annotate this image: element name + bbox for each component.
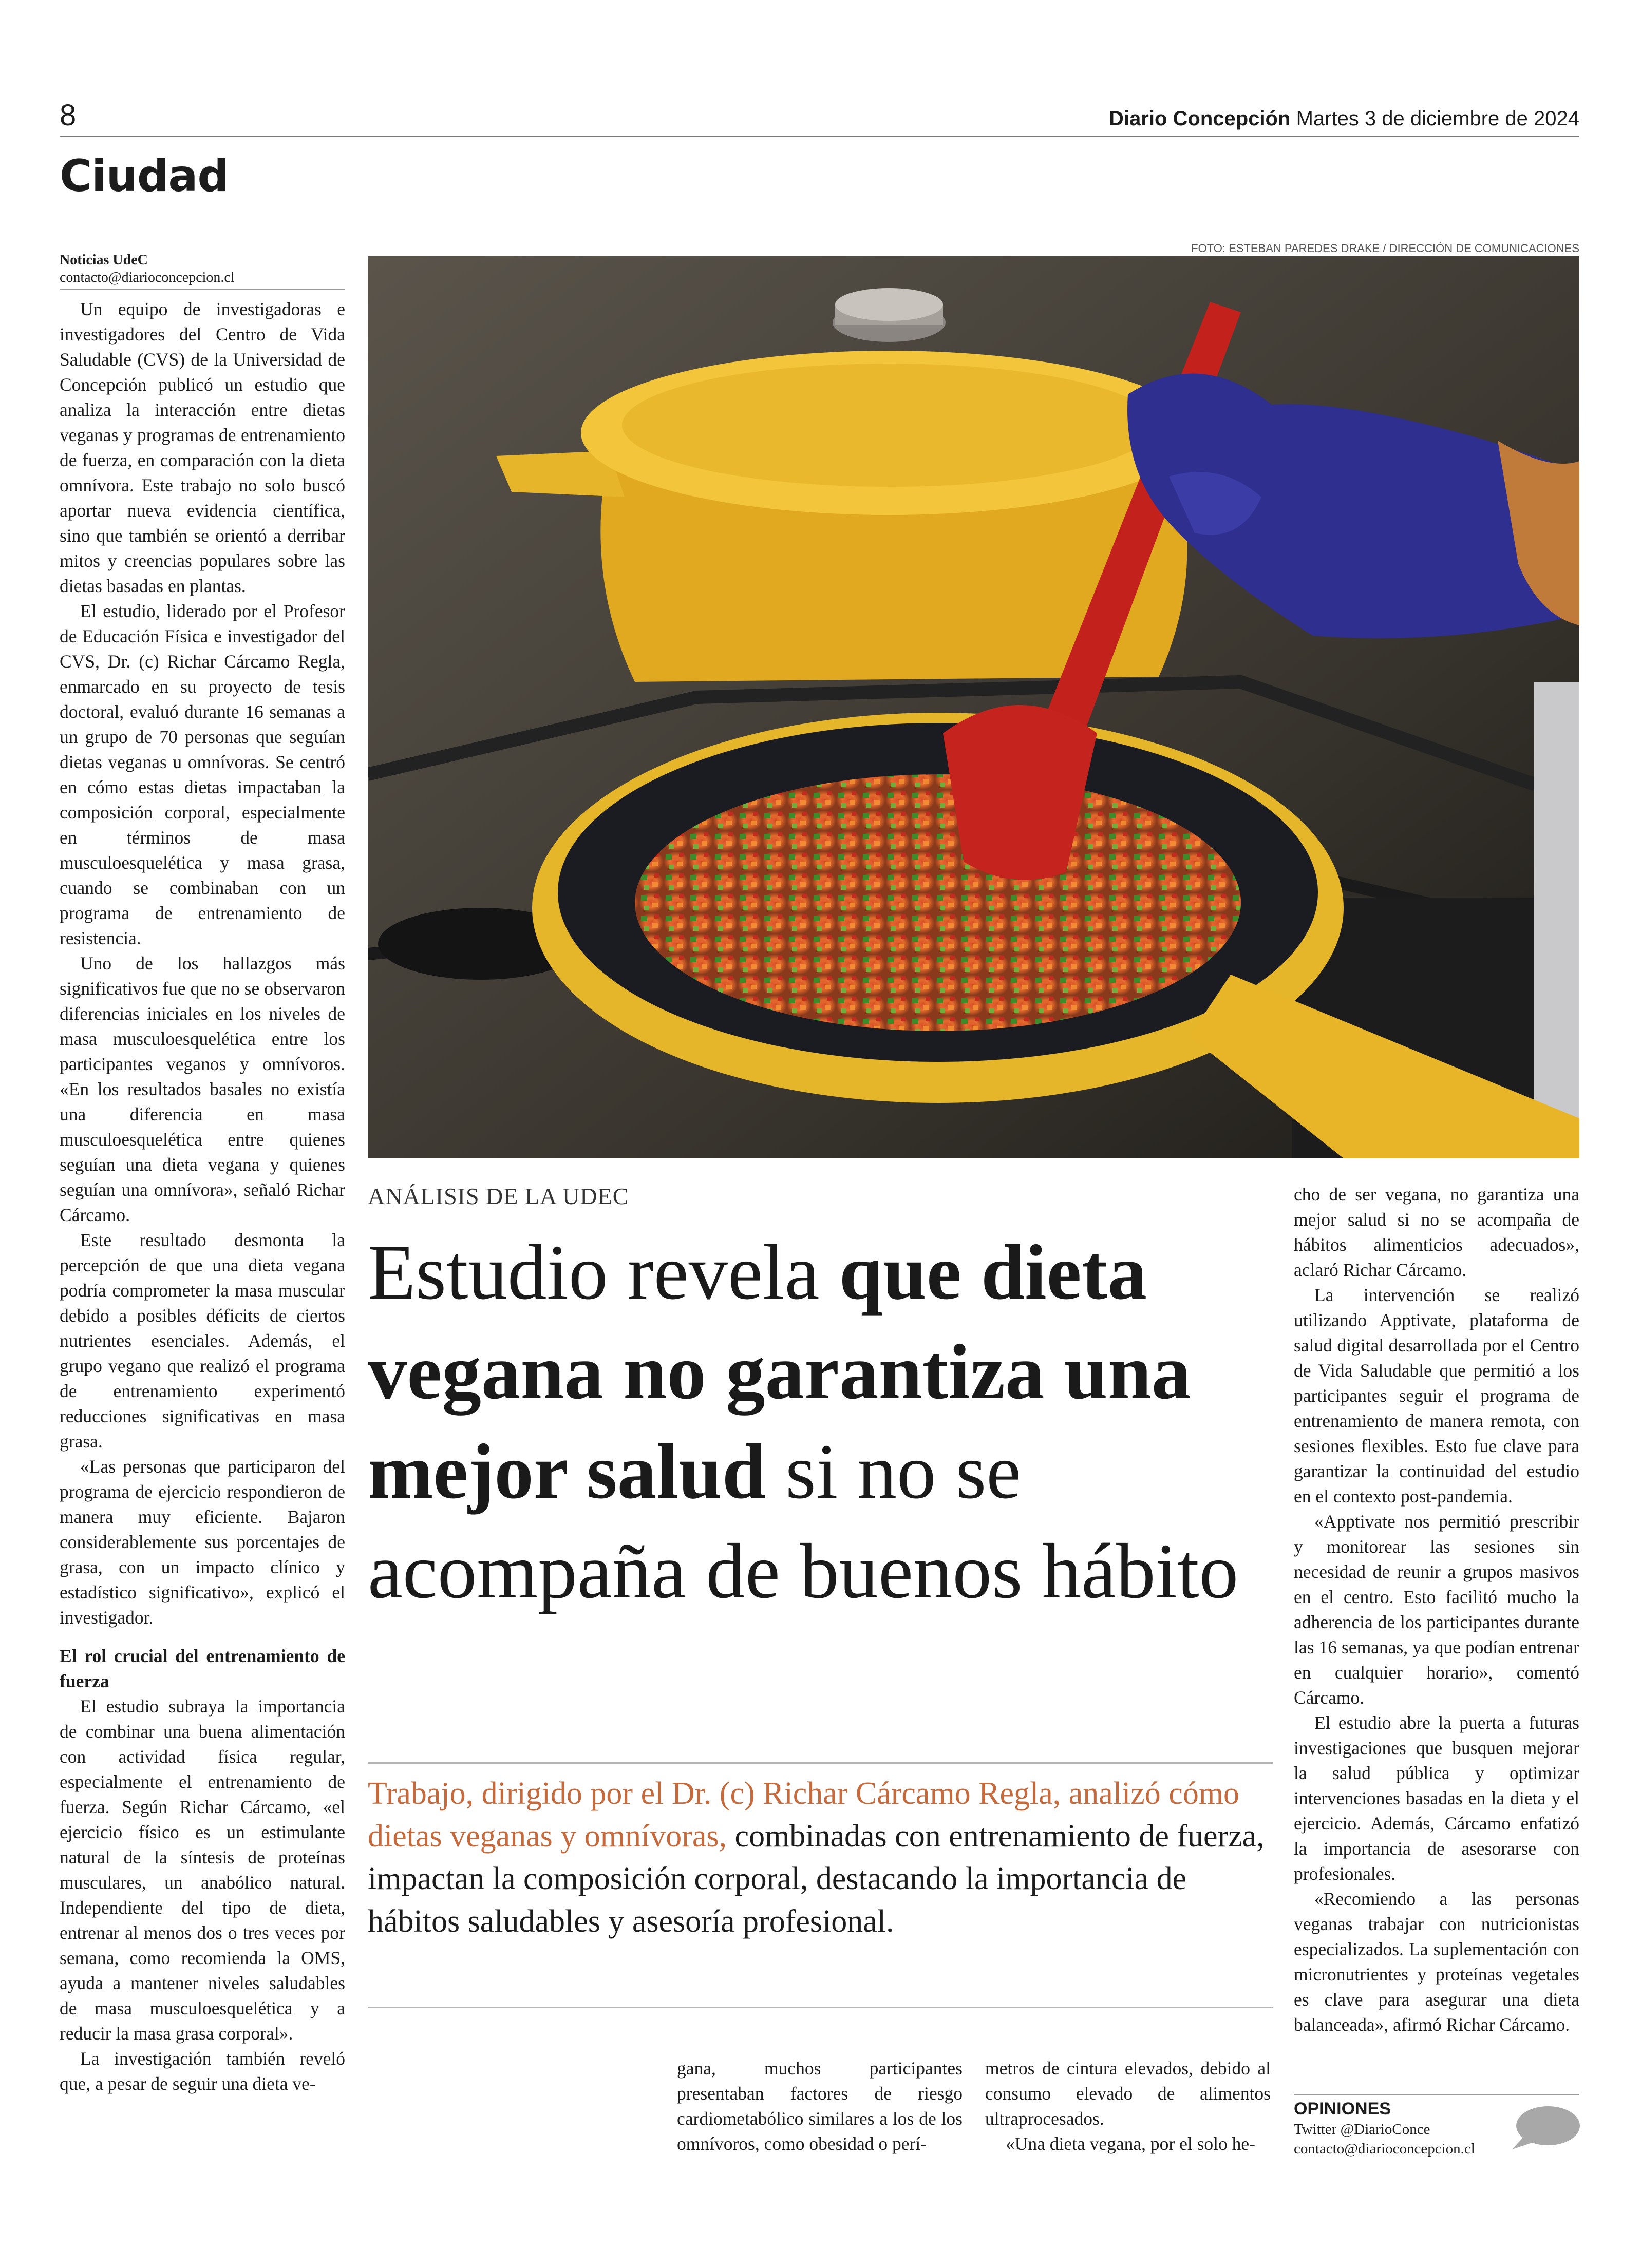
opinions-box [1294,2098,1530,2159]
paragraph: «Las personas que participaron del programa de ejercicio respondieron de manera muy eficiente. Bajaron considerablemente sus porcentajes de grasa, con un impacto clínico y estadístico significativo», explicó el investigador. [60,1456,345,1628]
photo-illustration [368,256,1579,1158]
paragraph: Un equipo de investigadoras e investigadores del Centro de Vida Saludable (CVS) de la Universidad de Concepción publicó un estudio que analiza la interacción entre dietas veganas y programas de entrenamiento de fuerza, en comparación con la dieta omnívora. Este trabajo no solo buscó aportar nueva evidencia científica, sino que también se orientó a derribar mitos y creencias populares sobre las dietas basadas en plantas. [60,299,345,596]
issue-date: Martes 3 de diciembre de 2024 [1296,107,1579,130]
opinions-email[interactable]: contacto@diarioconcepcion.cl [1294,2141,1475,2157]
headline-part-bold: que dieta vegana no garantiza una mejor salud [368,1229,1191,1515]
byline-email: contacto@diarioconcepcion.cl [60,270,235,285]
paragraph: gana, muchos participantes presentaban factores de riesgo cardiometabólico similares a los de los omnívoros, como obesidad o perí- [677,2058,963,2154]
paragraph: metros de cintura elevados, debido al consumo elevado de alimentos ultraprocesados. [985,2058,1271,2129]
headline-part-light: Estudio revela [368,1229,839,1316]
paragraph: La investigación también reveló que, a pesar de seguir una dieta ve- [60,2048,345,2094]
kicker: ANÁLISIS DE LA UDEC [368,1183,629,1209]
article-column-right [1294,1182,1579,2070]
paragraph: El estudio abre la puerta a futuras investigaciones que busquen mejorar la salud pública y optimizar intervenciones basadas en la dieta y el ejercicio. Además, Cárcamo enfatizó la importancia de asesorarse con profesionales. [1294,1712,1579,1884]
paragraph: «Una dieta vegana, por el solo he- [1006,2133,1255,2154]
byline [60,252,345,287]
deck-text: combinadas con entrenamiento de fuerza, impactan la composición corporal, destacando la importancia de hábitos saludables y asesoría profesional. [368,1819,1265,1939]
deck-divider-top [368,1762,1273,1764]
paragraph: Uno de los hallazgos más significativos fue que no se observaron diferencias iniciales en los niveles de masa musculoesquelética entre los participantes veganos y omnívoros. «En los resultados basales no existía una diferencia en masa musculoesquelética entre quienes seguían una dieta vegana y quienes seguían una omnívora», señaló Richar Cárcamo. [60,953,345,1225]
article-column-c [985,2056,1271,2164]
photo-vegetables-pan [368,256,1579,1158]
opinions-twitter[interactable]: Twitter @DiarioConce [1294,2121,1430,2138]
article-column-b [677,2056,963,2164]
subheading: El rol crucial del entrenamiento de fuerza [60,1646,345,1691]
headline-part-light: si no se acompaña de buenos hábito [368,1428,1239,1615]
speech-bubble-icon [1509,2104,1581,2151]
byline-divider [60,289,345,290]
deck-divider-bottom [368,2007,1273,2008]
article-column-left [60,297,345,2166]
paragraph: El estudio, liderado por el Profesor de Educación Física e investigador del CVS, Dr. (c) Richar Cárcamo Regla, enmarcado en su proyecto de tesis doctoral, evaluó durante 16 semanas a un grupo de 70 personas que seguían dietas veganas u omnívoras. Se centró en cómo estas dietas impactaban la composición corporal, especialmente en términos de masa musculoesquelética y masa grasa, cuando se combinaban con un programa de entrenamiento de resistencia. [60,601,345,948]
section-title: Ciudad [60,150,229,202]
paragraph: cho de ser vegana, no garantiza una mejor salud si no se acompaña de hábitos alimenticios adecuados», aclaró Richar Cárcamo. [1294,1184,1579,1280]
deck-accent: Trabajo, dirigido por el Dr. (c) Richar Cárcamo Regla, analizó cómo dietas veganas y omnívoras, [368,1776,1240,1854]
opinions-divider [1294,2094,1579,2095]
newspaper-name: Diario Concepción [1109,107,1291,130]
paragraph: Este resultado desmonta la percepción de que una dieta vegana podría comprometer la masa muscular debido a posibles déficits de ciertos nutrientes esenciales. Además, el grupo vegano que realizó el programa de entrenamiento experimentó reducciones significativas en masa grasa. [60,1230,345,1452]
paragraph: «Apptivate nos permitió prescribir y monitorear las sesiones sin necesidad de reunir a grupos masivos en el centro. Esto facilitó mucho la adherencia de los participantes durante las 16 semanas, ya que podían entrenar en cualquier horario», comentó Cárcamo. [1294,1511,1579,1708]
byline-author: Noticias UdeC [60,252,148,268]
masthead-date [1109,106,1579,131]
deck [368,1773,1273,1943]
opinions-title: OPINIONES [1294,2099,1391,2119]
paragraph: El estudio subraya la importancia de combinar una buena alimentación con actividad física regular, especialmente el entrenamiento de fuerza. Según Richar Cárcamo, «el ejercicio físico es un estimulante natural de la síntesis de proteínas musculares, un anabólico natural. Independiente del tipo de dieta, entrenar al menos dos o tres veces por semana, como recomienda la OMS, ayuda a mantener niveles saludables de masa musculoesquelética y a reducir la masa grasa corporal». [60,1696,345,2044]
paragraph: La intervención se realizó utilizando Apptivate, plataforma de salud digital desarrollada por el Centro de Vida Saludable que permitió a los participantes seguir el programa de entrenamiento de manera remota, con sesiones flexibles. Esto fue clave para garantizar la continuidad del estudio en el contexto post-pandemia. [1294,1285,1579,1507]
header-divider [60,136,1579,137]
paragraph: «Recomiendo a las personas veganas trabajar con nutricionistas especializados. La suplementación con micronutrientes y proteínas vegetales es clave para asegurar una dieta balanceada», afirmó Richar Cárcamo. [1294,1889,1579,2035]
headline [368,1223,1282,1622]
photo-credit: FOTO: ESTEBAN PAREDES DRAKE / DIRECCIÓN DE COMUNICACIONES [1191,242,1579,255]
page-number: 8 [60,99,77,132]
